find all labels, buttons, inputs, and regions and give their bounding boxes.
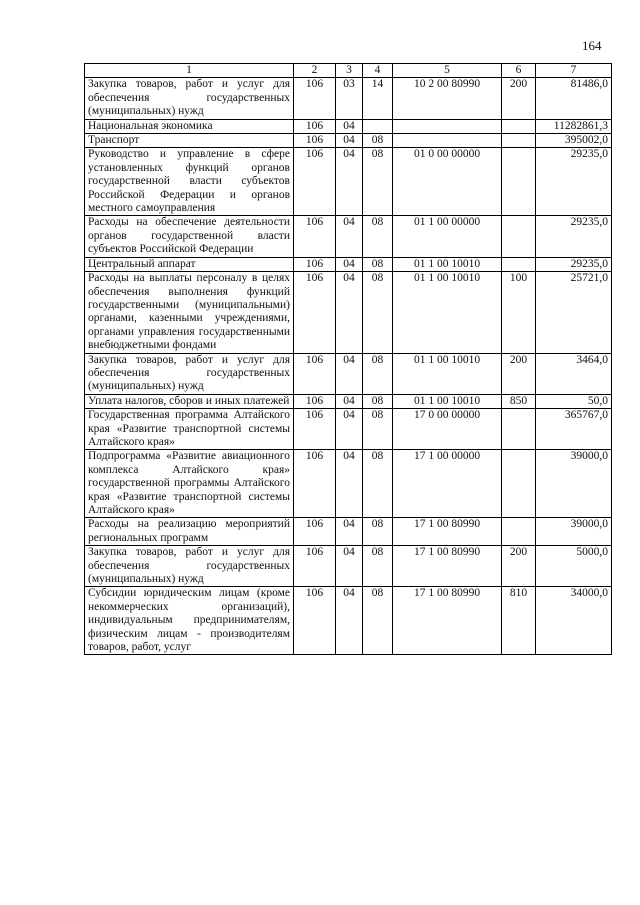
section-code-cell: 04 — [336, 394, 363, 408]
section-code-cell: 04 — [336, 518, 363, 546]
ved-code-cell: 106 — [294, 134, 336, 148]
target-article-cell: 01 1 00 00000 — [393, 216, 502, 257]
row-name-cell: Государственная программа Алтайского края «Развитие транспортной системы Алтайского края» — [85, 409, 294, 450]
section-code-cell: 04 — [336, 257, 363, 271]
amount-cell: 39000,0 — [536, 518, 612, 546]
table-row — [85, 216, 612, 257]
row-name-cell: Расходы на выплаты персоналу в целях обеспечения выполнения функций государственными (муниципальными) органами, казенными учреждениями, органами управления государственными внебюджетными фондами — [85, 272, 294, 353]
subsection-code-cell: 08 — [363, 148, 393, 216]
subsection-code-cell: 08 — [363, 353, 393, 394]
subsection-code-cell: 08 — [363, 546, 393, 587]
section-code-cell: 04 — [336, 134, 363, 148]
amount-cell: 29235,0 — [536, 148, 612, 216]
section-code-cell: 04 — [336, 587, 363, 655]
section-code-cell: 04 — [336, 353, 363, 394]
header-cell: 3 — [336, 64, 363, 78]
expense-type-cell: 100 — [502, 272, 536, 353]
target-article-cell: 10 2 00 80990 — [393, 78, 502, 119]
header-cell: 5 — [393, 64, 502, 78]
row-name-cell: Расходы на реализацию мероприятий региональных программ — [85, 518, 294, 546]
section-code-cell: 04 — [336, 272, 363, 353]
amount-cell: 50,0 — [536, 394, 612, 408]
amount-cell: 39000,0 — [536, 450, 612, 518]
subsection-code-cell: 08 — [363, 272, 393, 353]
table-row — [85, 546, 612, 587]
table-row — [85, 587, 612, 655]
table-row — [85, 353, 612, 394]
section-code-cell: 04 — [336, 409, 363, 450]
target-article-cell: 01 1 00 10010 — [393, 272, 502, 353]
table-row — [85, 394, 612, 408]
table-row — [85, 257, 612, 271]
row-name-cell: Транспорт — [85, 134, 294, 148]
ved-code-cell: 106 — [294, 394, 336, 408]
amount-cell: 29235,0 — [536, 257, 612, 271]
subsection-code-cell: 08 — [363, 134, 393, 148]
table-row — [85, 119, 612, 133]
row-name-cell: Центральный аппарат — [85, 257, 294, 271]
subsection-code-cell: 08 — [363, 587, 393, 655]
table-row — [85, 78, 612, 119]
table-row — [85, 450, 612, 518]
section-code-cell: 04 — [336, 119, 363, 133]
table-row — [85, 134, 612, 148]
ved-code-cell: 106 — [294, 518, 336, 546]
row-name-cell: Субсидии юридическим лицам (кроме некоммерческих организаций), индивидуальным предпринимателям, физическим лицам - производителям товаров, работ, услуг — [85, 587, 294, 655]
ved-code-cell: 106 — [294, 257, 336, 271]
ved-code-cell: 106 — [294, 148, 336, 216]
expense-type-cell — [502, 134, 536, 148]
section-code-cell: 04 — [336, 546, 363, 587]
row-name-cell: Закупка товаров, работ и услуг для обеспечения государственных (муниципальных) нужд — [85, 353, 294, 394]
target-article-cell — [393, 119, 502, 133]
table-row — [85, 409, 612, 450]
target-article-cell: 17 0 00 00000 — [393, 409, 502, 450]
amount-cell: 81486,0 — [536, 78, 612, 119]
row-name-cell: Закупка товаров, работ и услуг для обеспечения государственных (муниципальных) нужд — [85, 546, 294, 587]
expense-type-cell — [502, 450, 536, 518]
subsection-code-cell: 08 — [363, 394, 393, 408]
table-row — [85, 148, 612, 216]
expense-type-cell: 200 — [502, 78, 536, 119]
target-article-cell: 17 1 00 80990 — [393, 518, 502, 546]
expense-type-cell — [502, 518, 536, 546]
expense-type-cell — [502, 216, 536, 257]
header-cell: 2 — [294, 64, 336, 78]
section-code-cell: 04 — [336, 216, 363, 257]
table-header-row — [85, 64, 612, 78]
amount-cell: 365767,0 — [536, 409, 612, 450]
subsection-code-cell: 08 — [363, 409, 393, 450]
expense-type-cell: 810 — [502, 587, 536, 655]
ved-code-cell: 106 — [294, 216, 336, 257]
expense-type-cell — [502, 148, 536, 216]
ved-code-cell: 106 — [294, 409, 336, 450]
table-row — [85, 272, 612, 353]
subsection-code-cell: 08 — [363, 216, 393, 257]
expense-type-cell: 850 — [502, 394, 536, 408]
row-name-cell: Национальная экономика — [85, 119, 294, 133]
amount-cell: 29235,0 — [536, 216, 612, 257]
subsection-code-cell: 08 — [363, 257, 393, 271]
target-article-cell: 17 1 00 00000 — [393, 450, 502, 518]
ved-code-cell: 106 — [294, 546, 336, 587]
expense-type-cell — [502, 119, 536, 133]
amount-cell: 5000,0 — [536, 546, 612, 587]
target-article-cell: 17 1 00 80990 — [393, 587, 502, 655]
ved-code-cell: 106 — [294, 272, 336, 353]
amount-cell: 395002,0 — [536, 134, 612, 148]
target-article-cell: 17 1 00 80990 — [393, 546, 502, 587]
header-cell: 4 — [363, 64, 393, 78]
ved-code-cell: 106 — [294, 353, 336, 394]
amount-cell: 11282861,3 — [536, 119, 612, 133]
expense-type-cell — [502, 257, 536, 271]
expense-type-cell: 200 — [502, 546, 536, 587]
subsection-code-cell — [363, 119, 393, 133]
amount-cell: 34000,0 — [536, 587, 612, 655]
budget-table — [84, 63, 612, 655]
section-code-cell: 04 — [336, 148, 363, 216]
subsection-code-cell: 08 — [363, 518, 393, 546]
page-number: 164 — [582, 38, 602, 53]
ved-code-cell: 106 — [294, 78, 336, 119]
row-name-cell: Подпрограмма «Развитие авиационного комплекса Алтайского края» государственной программы Алтайского края «Развитие транспортной системы Алтайского края» — [85, 450, 294, 518]
ved-code-cell: 106 — [294, 119, 336, 133]
target-article-cell: 01 1 00 10010 — [393, 394, 502, 408]
target-article-cell: 01 0 00 00000 — [393, 148, 502, 216]
subsection-code-cell: 08 — [363, 450, 393, 518]
amount-cell: 3464,0 — [536, 353, 612, 394]
target-article-cell: 01 1 00 10010 — [393, 353, 502, 394]
amount-cell: 25721,0 — [536, 272, 612, 353]
row-name-cell: Руководство и управление в сфере установленных функций органов государственной власти субъектов Российской Федерации и органов местного самоуправления — [85, 148, 294, 216]
section-code-cell: 03 — [336, 78, 363, 119]
table-row — [85, 518, 612, 546]
expense-type-cell — [502, 409, 536, 450]
ved-code-cell: 106 — [294, 450, 336, 518]
target-article-cell — [393, 134, 502, 148]
row-name-cell: Расходы на обеспечение деятельности органов государственной власти субъектов Российской Федерации — [85, 216, 294, 257]
row-name-cell: Закупка товаров, работ и услуг для обеспечения государственных (муниципальных) нужд — [85, 78, 294, 119]
row-name-cell: Уплата налогов, сборов и иных платежей — [85, 394, 294, 408]
target-article-cell: 01 1 00 10010 — [393, 257, 502, 271]
section-code-cell: 04 — [336, 450, 363, 518]
subsection-code-cell: 14 — [363, 78, 393, 119]
header-cell: 6 — [502, 64, 536, 78]
header-cell: 7 — [536, 64, 612, 78]
expense-type-cell: 200 — [502, 353, 536, 394]
ved-code-cell: 106 — [294, 587, 336, 655]
header-cell: 1 — [85, 64, 294, 78]
